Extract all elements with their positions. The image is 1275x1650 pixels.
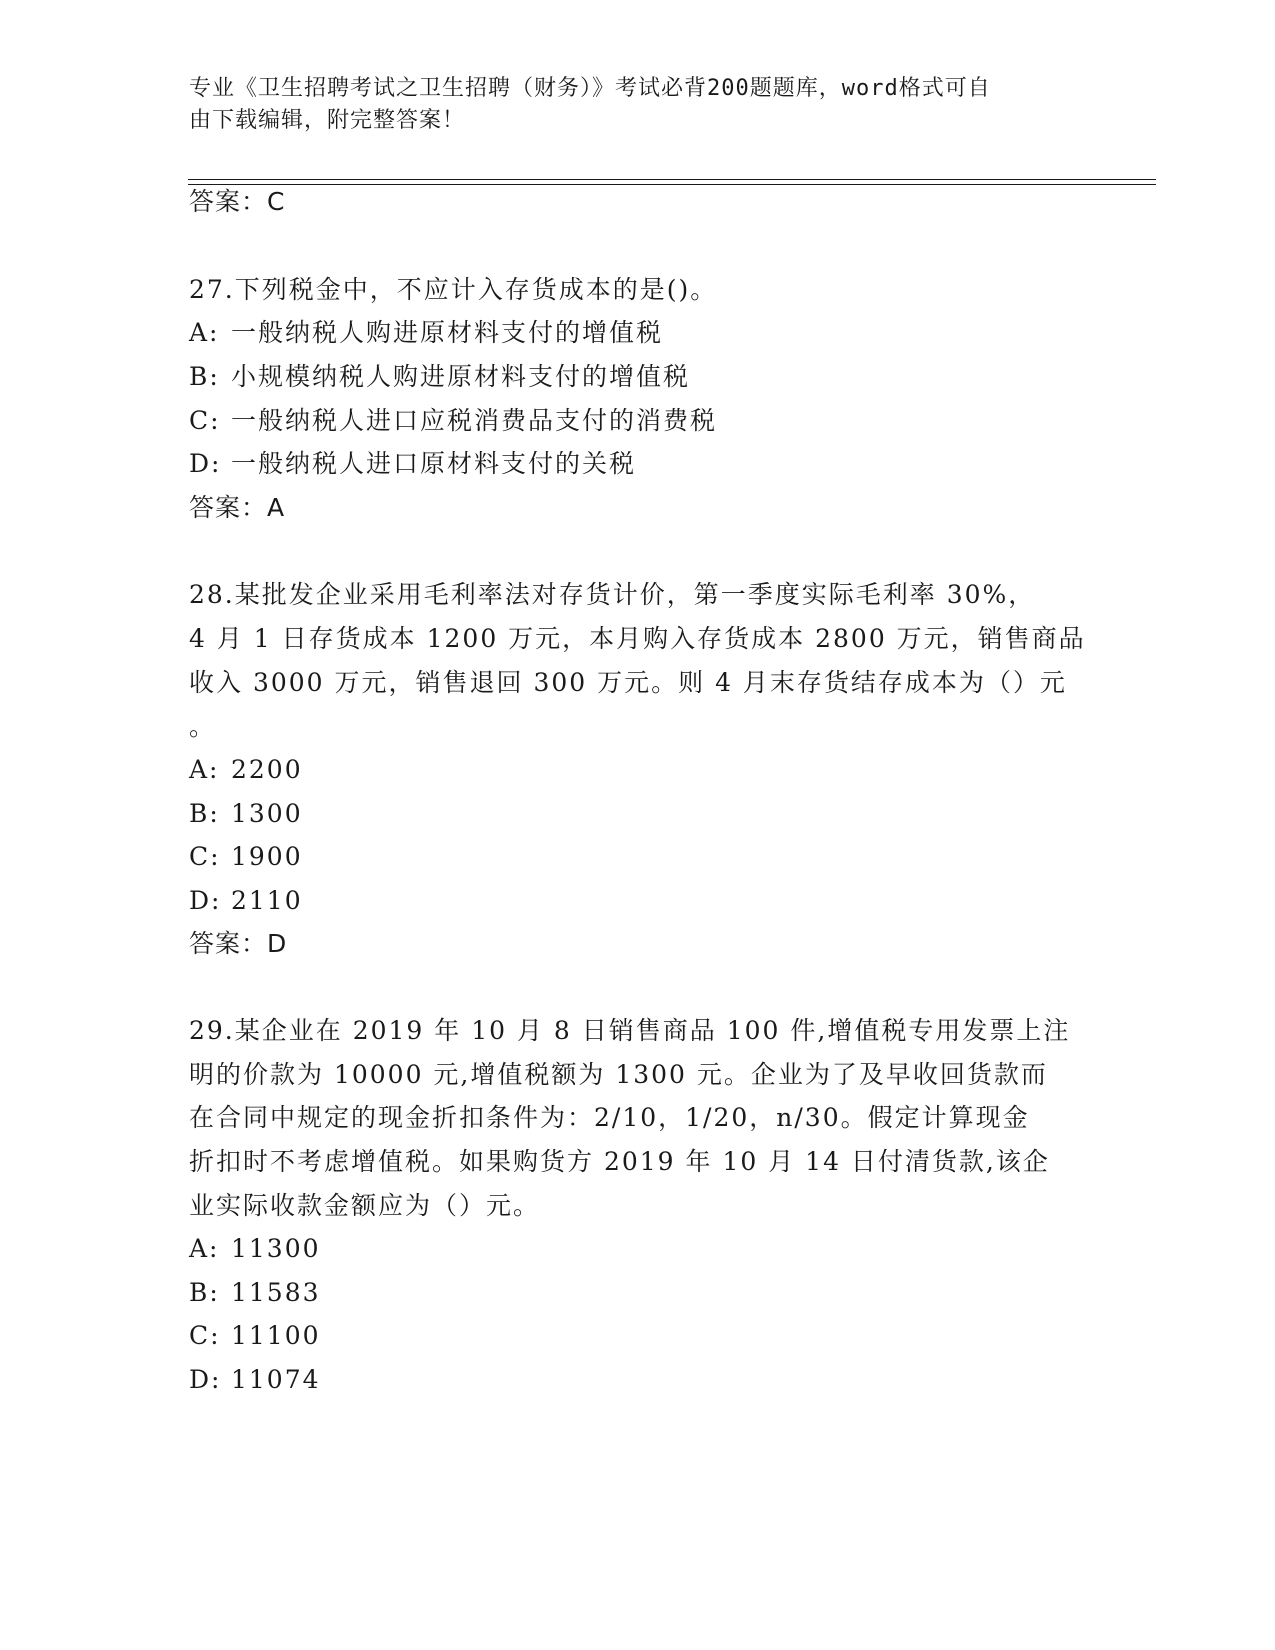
header-line-2: 由下载编辑，附完整答案！	[189, 108, 466, 133]
question-27-option-c	[189, 406, 717, 436]
option-key: B:	[189, 1278, 220, 1307]
question-27-option-d	[189, 449, 636, 479]
option-key: B:	[189, 799, 220, 828]
question-29-stem-line-5: 业实际收款金额应为（）元。	[189, 1191, 541, 1220]
option-text: 1300	[231, 799, 303, 828]
question-27-stem: 27.下列税金中，不应计入存货成本的是()。	[189, 275, 718, 304]
question-27-option-a	[189, 318, 663, 348]
option-text: 2200	[231, 755, 303, 784]
question-29-option-b	[189, 1278, 321, 1308]
header-divider-bottom	[188, 184, 1156, 185]
option-key: A:	[189, 1234, 220, 1263]
question-28-stem-line-4: 。	[189, 712, 217, 741]
option-text: 11100	[231, 1321, 321, 1350]
question-29-option-d	[189, 1365, 321, 1395]
question-28-stem-line-3: 收入 3000 万元，销售退回 300 万元。则 4 月末存货结存成本为（）元	[189, 668, 1067, 697]
question-28-option-b	[189, 799, 303, 829]
question-28-option-c	[189, 842, 303, 872]
option-text: 一般纳税人进口应税消费品支付的消费税	[231, 406, 718, 435]
option-text: 小规模纳税人购进原材料支付的增值税	[231, 362, 691, 391]
question-28-option-a	[189, 755, 303, 785]
option-text: 2110	[231, 886, 303, 915]
option-key: B:	[189, 362, 220, 391]
option-key: C:	[189, 1321, 221, 1350]
question-28-answer: 答案：D	[189, 929, 288, 958]
question-29-stem-line-1: 29.某企业在 2019 年 10 月 8 日销售商品 100 件,增值税专用发票上注	[189, 1016, 1071, 1045]
question-28-stem-line-2: 4 月 1 日存货成本 1200 万元，本月购入存货成本 2800 万元，销售商品	[189, 624, 1086, 653]
option-text: 1900	[231, 842, 303, 871]
answer-prev: 答案：C	[189, 187, 286, 216]
header-line-1: 专业《卫生招聘考试之卫生招聘（财务）》考试必背200题题库，word格式可自	[189, 76, 991, 101]
question-29-stem-line-3: 在合同中规定的现金折扣条件为：2/10，1/20，n/30。假定计算现金	[189, 1103, 1030, 1132]
question-29-stem-line-4: 折扣时不考虑增值税。如果购货方 2019 年 10 月 14 日付清货款,该企	[189, 1147, 1050, 1176]
question-29-option-c	[189, 1321, 321, 1351]
option-text: 11300	[231, 1234, 321, 1263]
option-key: D:	[189, 1365, 222, 1394]
option-key: A:	[189, 755, 220, 784]
option-key: C:	[189, 842, 221, 871]
option-key: D:	[189, 449, 222, 478]
document-header	[189, 73, 1069, 137]
option-text: 11583	[231, 1278, 321, 1307]
option-text: 一般纳税人进口原材料支付的关税	[231, 449, 637, 478]
question-27-option-b	[189, 362, 690, 392]
question-27-answer: 答案：A	[189, 493, 286, 522]
question-28-stem-line-1: 28.某批发企业采用毛利率法对存货计价，第一季度实际毛利率 30%，	[189, 580, 1036, 609]
option-key: A:	[189, 318, 220, 347]
option-key: C:	[189, 406, 221, 435]
header-divider-top	[188, 179, 1156, 180]
option-key: D:	[189, 886, 222, 915]
question-28-option-d	[189, 886, 303, 916]
question-29-option-a	[189, 1234, 321, 1264]
question-29-stem-line-2: 明的价款为 10000 元,增值税额为 1300 元。企业为了及早收回货款而	[189, 1060, 1048, 1089]
option-text: 一般纳税人购进原材料支付的增值税	[231, 318, 664, 347]
option-text: 11074	[231, 1365, 321, 1394]
